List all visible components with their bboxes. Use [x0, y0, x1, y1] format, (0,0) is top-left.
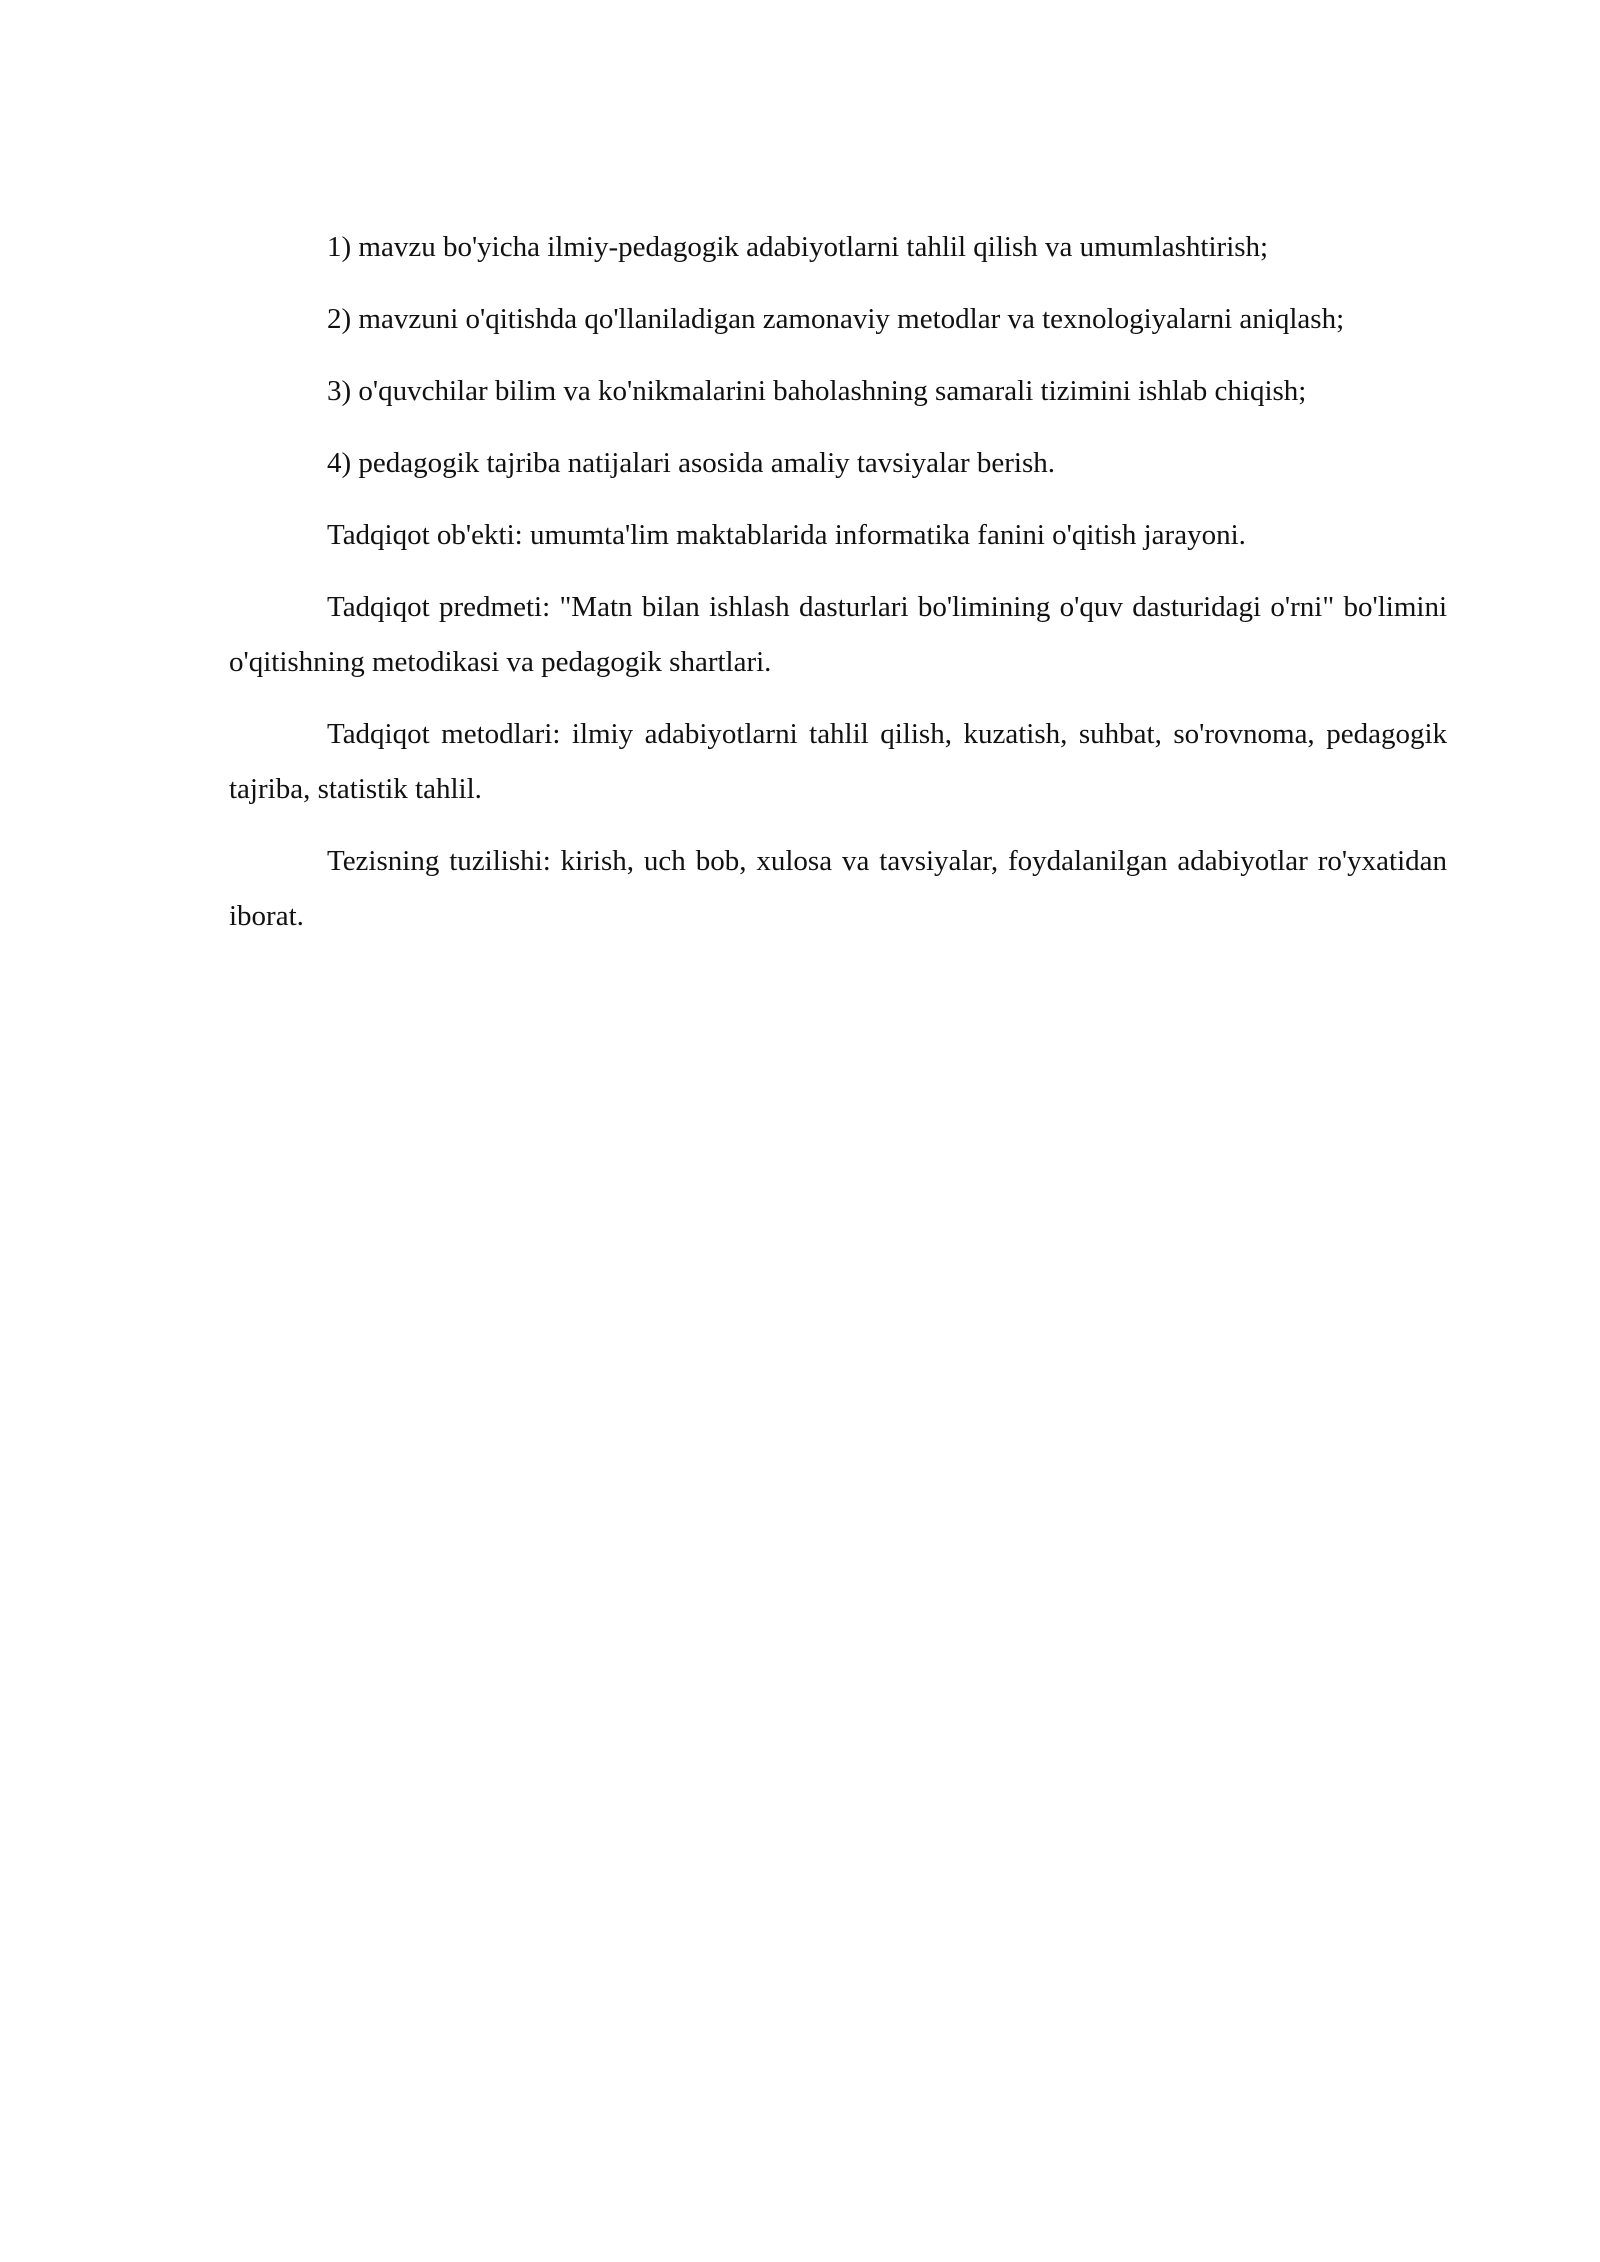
task-item-3: 3) o'quvchilar bilim va ko'nikmalarini baholashning samarali tizimini ishlab chiqish; [327, 375, 1307, 407]
document-body [229, 220, 1447, 961]
task-item-4: 4) pedagogik tajriba natijalari asosida amaliy tavsiyalar berish. [327, 447, 1055, 479]
research-object: Tadqiqot ob'ekti: umumta'lim maktablarida informatika fanini o'qitish jarayoni. [327, 519, 1246, 551]
task-item-2: 2) mavzuni o'qitishda qo'llaniladigan zamonaviy metodlar va texnologiyalarni aniqlash; [327, 303, 1345, 335]
research-subject: Tadqiqot predmeti: "Matn bilan ishlash dasturlari bo'limining o'quv dasturidagi o'rni" bo'limini o'qitishning metodikasi va pedagogik shartlari. [229, 591, 1447, 678]
research-methods: Tadqiqot metodlari: ilmiy adabiyotlarni tahlil qilish, kuzatish, suhbat, so'rovnoma, pedagogik tajriba, statistik tahlil. [229, 718, 1447, 805]
task-item-1: 1) mavzu bo'yicha ilmiy-pedagogik adabiyotlarni tahlil qilish va umumlashtirish; [327, 231, 1269, 263]
thesis-structure: Tezisning tuzilishi: kirish, uch bob, xulosa va tavsiyalar, foydalanilgan adabiyotlar ro'yxatidan iborat. [229, 845, 1447, 932]
